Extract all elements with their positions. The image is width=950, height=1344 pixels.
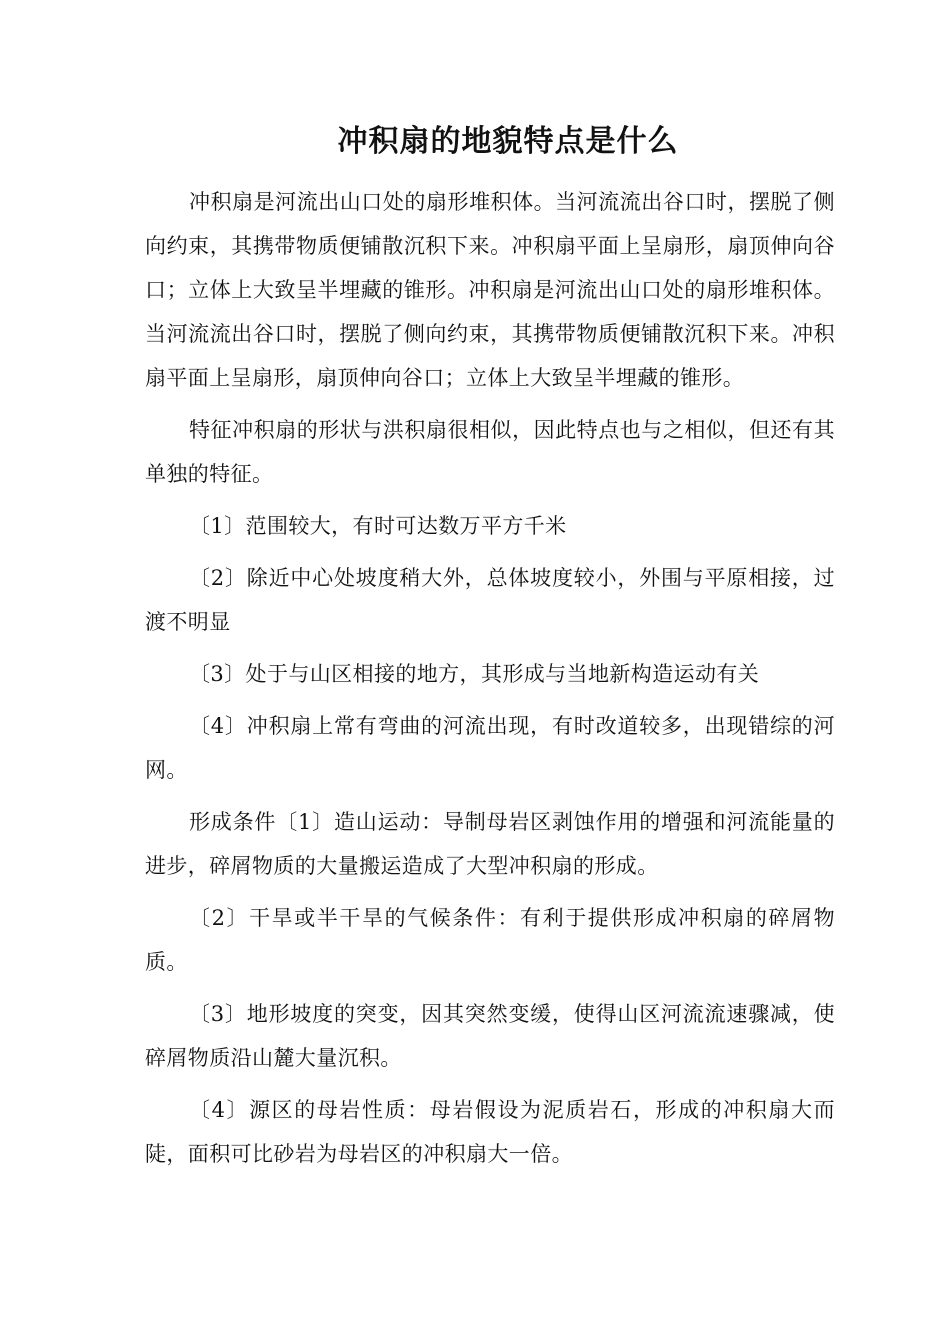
paragraph-feature-4: 〔4〕冲积扇上常有弯曲的河流出现，有时改道较多，出现错综的河网。 — [145, 714, 835, 782]
paragraph-feature-2: 〔2〕除近中心处坡度稍大外，总体坡度较小，外围与平原相接，过渡不明显 — [145, 566, 835, 634]
paragraph-feature-3: 〔3〕处于与山区相接的地方，其形成与当地新构造运动有关 — [189, 662, 760, 686]
paragraph-intro: 冲积扇是河流出山口处的扇形堆积体。当河流流出谷口时，摆脱了侧向约束，其携带物质便铺散沉积下来。冲积扇平面上呈扇形，扇顶伸向谷口；立体上大致呈半埋藏的锥形。冲积扇是河流出山口处的扇形堆积体。当河流流出谷口时，摆脱了侧向约束，其携带物质便铺散沉积下来。冲积扇平面上呈扇形，扇顶伸向谷口；立体上大致呈半埋藏的锥形。 — [145, 190, 835, 390]
paragraph-condition-1: 形成条件〔1〕造山运动：导制母岩区剥蚀作用的增强和河流能量的进步，碎屑物质的大量搬运造成了大型冲积扇的形成。 — [145, 810, 835, 878]
paragraph-feature-1: 〔1〕范围较大，有时可达数万平方千米 — [189, 514, 567, 538]
paragraph-condition-2: 〔2〕干旱或半干旱的气候条件：有利于提供形成冲积扇的碎屑物质。 — [145, 906, 835, 974]
paragraph-condition-3: 〔3〕地形坡度的突变，因其突然变缓，使得山区河流流速骤减，使碎屑物质沿山麓大量沉积。 — [145, 1002, 835, 1070]
paragraph-condition-4: 〔4〕源区的母岩性质：母岩假设为泥质岩石，形成的冲积扇大而陡，面积可比砂岩为母岩区的冲积扇大一倍。 — [145, 1098, 835, 1166]
document-body — [145, 180, 835, 1184]
paragraph-features-intro: 特征冲积扇的形状与洪积扇很相似，因此特点也与之相似，但还有其单独的特征。 — [145, 418, 835, 486]
document-title: 冲积扇的地貌特点是什么 — [337, 124, 679, 159]
